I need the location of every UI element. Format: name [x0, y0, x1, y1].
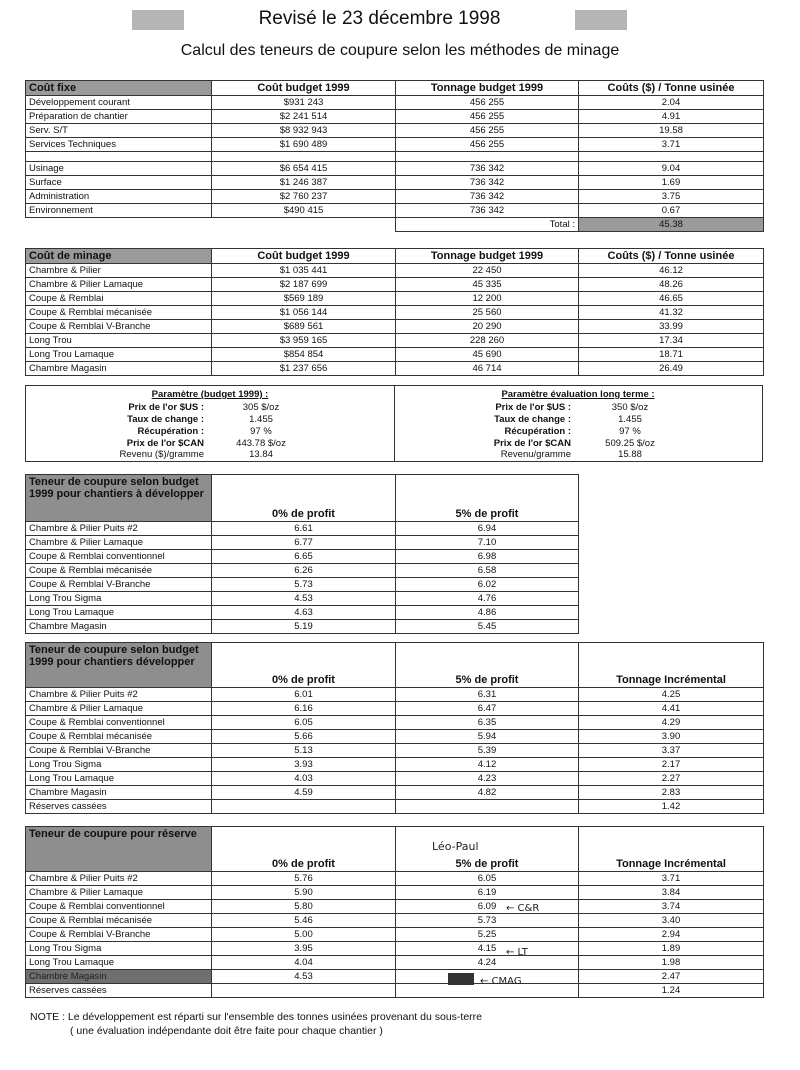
total-label: Total : — [396, 218, 579, 232]
page-title: Calcul des teneurs de coupure selon les méthodes de minage — [180, 42, 620, 59]
row-label: Coupe & Remblai V-Branche — [26, 744, 212, 758]
row-label: Long Trou Lamaque — [26, 348, 212, 362]
cell: 736 342 — [396, 204, 579, 218]
param-value: 97 % — [250, 426, 272, 437]
col-header: 5% de profit — [396, 475, 579, 522]
cell: 6.31 — [396, 688, 579, 702]
budget-parameters-title: Paramètre (budget 1999) : — [151, 389, 269, 400]
param-value: 443.78 $/oz — [236, 438, 286, 449]
table-row — [26, 716, 764, 730]
cell: 3.95 — [212, 942, 396, 956]
cell: 4.86 — [396, 606, 579, 620]
table-row — [26, 900, 764, 914]
cell: 5.80 — [212, 900, 396, 914]
row-label: Coupe & Remblai mécanisée — [26, 914, 212, 928]
param-value: 97 % — [619, 426, 641, 437]
cell: 4.04 — [212, 956, 396, 970]
cell: 6.02 — [396, 578, 579, 592]
cell: 0.67 — [579, 204, 764, 218]
cell: $569 189 — [212, 292, 396, 306]
cell: $8 932 943 — [212, 124, 396, 138]
fixed-cost-table — [25, 80, 764, 232]
row-label: Chambre & Pilier Puits #2 — [26, 872, 212, 886]
col-header: 5% de profit — [396, 643, 579, 688]
param-row — [26, 414, 394, 426]
cell: 6.58 — [396, 564, 579, 578]
param-row — [395, 449, 761, 461]
footnote — [30, 1010, 770, 1038]
cell: $3 959 165 — [212, 334, 396, 348]
cell: 6.05 — [212, 716, 396, 730]
col-header: 0% de profit — [212, 475, 396, 522]
table-row — [26, 956, 764, 970]
row-label: Coupe & Remblai V-Branche — [26, 928, 212, 942]
table-header-row — [26, 827, 764, 872]
table-row — [26, 522, 579, 536]
table-row — [26, 942, 764, 956]
param-row — [26, 449, 394, 461]
cell: 5.25 — [396, 928, 579, 942]
row-label: Long Trou — [26, 334, 212, 348]
cell: 6.61 — [212, 522, 396, 536]
cell: 5.66 — [212, 730, 396, 744]
cell: 6.65 — [212, 550, 396, 564]
cell — [579, 152, 764, 162]
spacer — [212, 218, 396, 232]
table-row — [26, 204, 764, 218]
cell: 5.76 — [212, 872, 396, 886]
cell: 6.35 — [396, 716, 579, 730]
param-label: Prix de l'or $CAN — [126, 438, 204, 449]
row-label: Coupe & Remblai mécanisée — [26, 306, 212, 320]
cell: 41.32 — [579, 306, 764, 320]
cell: 736 342 — [396, 162, 579, 176]
row-label: Coupe & Remblai conventionnel — [26, 716, 212, 730]
cell: 6.26 — [212, 564, 396, 578]
table-row — [26, 688, 764, 702]
row-label: Coupe & Remblai V-Branche — [26, 578, 212, 592]
cutoff-reserve-table — [25, 826, 764, 998]
cell: 3.37 — [579, 744, 764, 758]
param-value: 305 $/oz — [242, 402, 280, 413]
param-label: Revenu/gramme — [500, 449, 571, 460]
cell: 3.84 — [579, 886, 764, 900]
footnote-line-2: ( une évaluation indépendante doit être faite pour chaque chantier ) — [70, 1025, 383, 1037]
table-row — [26, 578, 579, 592]
row-label — [26, 152, 212, 162]
cell: 26.49 — [579, 362, 764, 376]
cell: 3.93 — [212, 758, 396, 772]
row-label: Chambre Magasin — [26, 786, 212, 800]
cell: 45 690 — [396, 348, 579, 362]
cell: 4.41 — [579, 702, 764, 716]
row-label: Long Trou Sigma — [26, 758, 212, 772]
cell: $2 187 699 — [212, 278, 396, 292]
table-row — [26, 606, 579, 620]
cell: 5.45 — [396, 620, 579, 634]
cell: 4.03 — [212, 772, 396, 786]
cell: 228 260 — [396, 334, 579, 348]
cell: 5.90 — [212, 886, 396, 900]
table-row — [26, 190, 764, 204]
row-label: Réserves cassées — [26, 984, 212, 998]
param-row — [395, 426, 761, 438]
cell: 2.83 — [579, 786, 764, 800]
total-row — [26, 218, 764, 232]
param-label: Prix de l'or $US : — [495, 402, 571, 413]
cell: 4.24 — [396, 956, 579, 970]
handwritten-name: Léo-Paul — [432, 840, 479, 853]
row-label: Chambre Magasin — [26, 362, 212, 376]
col-header: 5% de profit — [396, 827, 579, 872]
cell: 7.10 — [396, 536, 579, 550]
table-row — [26, 800, 764, 814]
cell: 17.34 — [579, 334, 764, 348]
table-row — [26, 970, 764, 984]
cell: 3.71 — [579, 138, 764, 152]
cell: 5.73 — [396, 914, 579, 928]
row-label: Chambre & Pilier Lamaque — [26, 886, 212, 900]
col-header: Tonnage Incrémental — [579, 643, 764, 688]
col-header: Tonnage budget 1999 — [396, 249, 579, 264]
row-label: Environnement — [26, 204, 212, 218]
cutoff-reserve-title: Teneur de coupure pour réserve — [26, 827, 212, 872]
table-row — [26, 306, 764, 320]
table-row — [26, 550, 579, 564]
cell: 2.17 — [579, 758, 764, 772]
header-shade-right — [575, 10, 627, 30]
cell: 5.94 — [396, 730, 579, 744]
cell: $1 246 387 — [212, 176, 396, 190]
cell: 33.99 — [579, 320, 764, 334]
param-label: Récupération : — [137, 426, 204, 437]
row-label: Services Techniques — [26, 138, 212, 152]
spacer — [26, 218, 212, 232]
cell: 4.23 — [396, 772, 579, 786]
table-row — [26, 702, 764, 716]
table-row — [26, 176, 764, 190]
cell: 4.82 — [396, 786, 579, 800]
cell: 18.71 — [579, 348, 764, 362]
cell: 6.01 — [212, 688, 396, 702]
param-label: Revenu ($)/gramme — [119, 449, 204, 460]
handwritten-cmag-note: ← CMAG — [480, 976, 522, 987]
cell: 3.40 — [579, 914, 764, 928]
col-header: Coût budget 1999 — [212, 249, 396, 264]
table-row — [26, 886, 764, 900]
table-row — [26, 264, 764, 278]
parameters-box — [25, 385, 763, 462]
col-header: 0% de profit — [212, 643, 396, 688]
cell: 1.98 — [579, 956, 764, 970]
cutoff-develop-title: Teneur de coupure selon budget 1999 pour chantiers à développer — [26, 475, 212, 522]
cell: 4.53 — [212, 970, 396, 984]
cell — [396, 800, 579, 814]
row-label: Coupe & Remblai mécanisée — [26, 730, 212, 744]
param-label: Prix de l'or $CAN — [493, 438, 571, 449]
row-label: Surface — [26, 176, 212, 190]
table-row — [26, 334, 764, 348]
table-row — [26, 872, 764, 886]
table-row — [26, 292, 764, 306]
cell — [212, 800, 396, 814]
row-label: Long Trou Sigma — [26, 942, 212, 956]
cell: 4.25 — [579, 688, 764, 702]
cell: 736 342 — [396, 190, 579, 204]
handwritten-cr-note: ← C&R — [506, 903, 540, 914]
table-row — [26, 744, 764, 758]
longterm-parameters — [395, 386, 761, 461]
table-row — [26, 984, 764, 998]
cell: 6.77 — [212, 536, 396, 550]
table-row — [26, 772, 764, 786]
cutoff-develop-table — [25, 474, 579, 634]
row-label: Usinage — [26, 162, 212, 176]
cell: $1 035 441 — [212, 264, 396, 278]
cell: 4.29 — [579, 716, 764, 730]
table-row — [26, 320, 764, 334]
cell: 45 335 — [396, 278, 579, 292]
revision-date: Revisé le 23 décembre 1998 — [258, 8, 501, 29]
cell: $6 654 415 — [212, 162, 396, 176]
row-label: Long Trou Lamaque — [26, 606, 212, 620]
cell: 3.90 — [579, 730, 764, 744]
cell: 9.04 — [579, 162, 764, 176]
table-header-row — [26, 643, 764, 688]
cell: 1.69 — [579, 176, 764, 190]
cell: 6.19 — [396, 886, 579, 900]
table-row — [26, 348, 764, 362]
table-row — [26, 124, 764, 138]
param-value: 15.88 — [618, 449, 642, 460]
row-label: Coupe & Remblai conventionnel — [26, 550, 212, 564]
cell: 456 255 — [396, 96, 579, 110]
cell: 1.42 — [579, 800, 764, 814]
cell: 3.74 — [579, 900, 764, 914]
param-value: 13.84 — [249, 449, 273, 460]
row-label: Serv. S/T — [26, 124, 212, 138]
table-row — [26, 278, 764, 292]
cell: 4.59 — [212, 786, 396, 800]
row-label: Coupe & Remblai V-Branche — [26, 320, 212, 334]
param-row — [26, 402, 394, 414]
row-label: Coupe & Remblai mécanisée — [26, 564, 212, 578]
param-label: Prix de l'or $US : — [128, 402, 204, 413]
col-header: Coûts ($) / Tonne usinée — [579, 81, 764, 96]
table-row-empty — [26, 152, 764, 162]
cell: 4.12 — [396, 758, 579, 772]
cell: 1.24 — [579, 984, 764, 998]
col-header: Coût budget 1999 — [212, 81, 396, 96]
row-label: Chambre & Pilier Puits #2 — [26, 688, 212, 702]
table-row — [26, 592, 579, 606]
fixed-cost-label: Coût fixe — [26, 81, 212, 96]
table-row — [26, 536, 579, 550]
cell: 6.09 — [396, 900, 579, 914]
cell: $1 690 489 — [212, 138, 396, 152]
cell: 46.65 — [579, 292, 764, 306]
cell: 3.71 — [579, 872, 764, 886]
param-label: Taux de change : — [494, 414, 571, 425]
cell: 6.98 — [396, 550, 579, 564]
col-header: Tonnage budget 1999 — [396, 81, 579, 96]
table-row — [26, 928, 764, 942]
row-label: Administration — [26, 190, 212, 204]
mining-cost-table — [25, 248, 764, 376]
row-label: Chambre Magasin — [26, 970, 212, 984]
cell: $2 241 514 — [212, 110, 396, 124]
col-header: Tonnage Incrémental — [579, 827, 764, 872]
total-value: 45.38 — [579, 218, 764, 232]
cell: $1 237 656 — [212, 362, 396, 376]
param-row — [395, 414, 761, 426]
table-header-row — [26, 249, 764, 264]
cell — [212, 152, 396, 162]
row-label: Chambre Magasin — [26, 620, 212, 634]
cell: 48.26 — [579, 278, 764, 292]
table-row — [26, 564, 579, 578]
param-value: 509.25 $/oz — [605, 438, 655, 449]
revision-header — [132, 6, 627, 34]
cell: 6.05 — [396, 872, 579, 886]
cell: $931 243 — [212, 96, 396, 110]
row-label: Long Trou Lamaque — [26, 956, 212, 970]
row-label: Coupe & Remblai conventionnel — [26, 900, 212, 914]
cell: 2.27 — [579, 772, 764, 786]
cell: 19.58 — [579, 124, 764, 138]
param-label: Récupération : — [504, 426, 571, 437]
table-row — [26, 730, 764, 744]
cell: 2.94 — [579, 928, 764, 942]
cell: 25 560 — [396, 306, 579, 320]
table-row — [26, 138, 764, 152]
cell: 6.94 — [396, 522, 579, 536]
mining-cost-label: Coût de minage — [26, 249, 212, 264]
row-label: Chambre & Pilier Lamaque — [26, 536, 212, 550]
table-row — [26, 914, 764, 928]
cell: 5.19 — [212, 620, 396, 634]
table-row — [26, 620, 579, 634]
table-header-row — [26, 475, 579, 522]
cell — [396, 152, 579, 162]
cell: 5.73 — [212, 578, 396, 592]
cell: $490 415 — [212, 204, 396, 218]
cell: 3.75 — [579, 190, 764, 204]
cell — [212, 984, 396, 998]
col-header: Coûts ($) / Tonne usinée — [579, 249, 764, 264]
cell: 6.16 — [212, 702, 396, 716]
param-value: 1.455 — [249, 414, 273, 425]
table-row — [26, 162, 764, 176]
cell: 456 255 — [396, 124, 579, 138]
param-label: Taux de change : — [127, 414, 204, 425]
table-row — [26, 786, 764, 800]
cell: 456 255 — [396, 138, 579, 152]
cell: 5.00 — [212, 928, 396, 942]
cell: 46.12 — [579, 264, 764, 278]
cell: 5.13 — [212, 744, 396, 758]
cell: 4.63 — [212, 606, 396, 620]
cell: $1 056 144 — [212, 306, 396, 320]
cell: 736 342 — [396, 176, 579, 190]
cell: 20 290 — [396, 320, 579, 334]
cell: 4.91 — [579, 110, 764, 124]
table-header-row — [26, 81, 764, 96]
longterm-parameters-title: Paramètre évaluation long terme : — [501, 389, 655, 400]
param-row — [395, 402, 761, 414]
cell: $854 854 — [212, 348, 396, 362]
table-row — [26, 758, 764, 772]
row-label: Long Trou Lamaque — [26, 772, 212, 786]
row-label: Long Trou Sigma — [26, 592, 212, 606]
cutoff-developed-title: Teneur de coupure selon budget 1999 pour chantiers développer — [26, 643, 212, 688]
cutoff-developed-table — [25, 642, 764, 814]
param-row — [26, 426, 394, 438]
scribbled-value — [448, 973, 474, 985]
cell: 5.39 — [396, 744, 579, 758]
row-label: Chambre & Pilier Puits #2 — [26, 522, 212, 536]
row-label: Chambre & Pilier — [26, 264, 212, 278]
row-label: Préparation de chantier — [26, 110, 212, 124]
row-label: Réserves cassées — [26, 800, 212, 814]
row-label: Développement courant — [26, 96, 212, 110]
param-value: 350 $/oz — [611, 402, 649, 413]
cell: 2.47 — [579, 970, 764, 984]
cell: 4.76 — [396, 592, 579, 606]
param-value: 1.455 — [618, 414, 642, 425]
cell: 4.53 — [212, 592, 396, 606]
row-label: Chambre & Pilier Lamaque — [26, 702, 212, 716]
row-label: Chambre & Pilier Lamaque — [26, 278, 212, 292]
cell: $689 561 — [212, 320, 396, 334]
cell: 22 450 — [396, 264, 579, 278]
cell: 4.15 — [396, 942, 579, 956]
table-row — [26, 96, 764, 110]
row-label: Coupe & Remblai — [26, 292, 212, 306]
cell: 6.47 — [396, 702, 579, 716]
cell: 12 200 — [396, 292, 579, 306]
cell: 1.89 — [579, 942, 764, 956]
cell: 456 255 — [396, 110, 579, 124]
budget-parameters — [26, 386, 395, 461]
table-row — [26, 110, 764, 124]
footnote-line-1: NOTE : Le développement est réparti sur l'ensemble des tonnes usinées provenant du sous-terre — [30, 1011, 483, 1023]
cell: 2.04 — [579, 96, 764, 110]
handwritten-lt-note: ← LT — [506, 947, 528, 958]
cell: 46 714 — [396, 362, 579, 376]
cell: 5.46 — [212, 914, 396, 928]
table-row — [26, 362, 764, 376]
col-header: 0% de profit — [212, 827, 396, 872]
cell: $2 760 237 — [212, 190, 396, 204]
